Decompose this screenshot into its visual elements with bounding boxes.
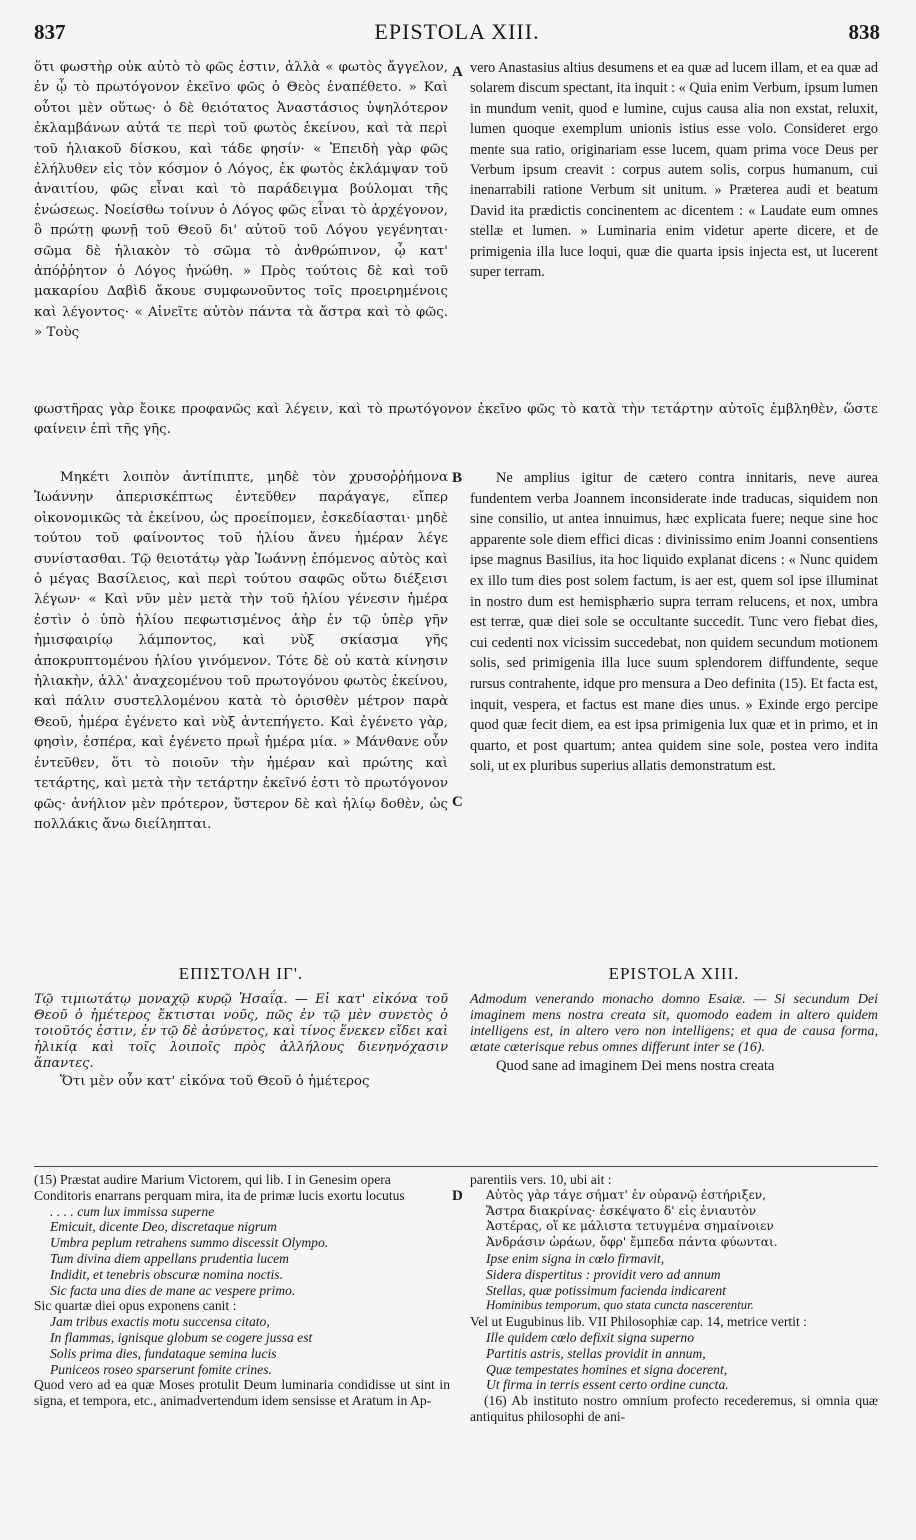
greek-continuation: φωστῆρας γὰρ ἔοικε προφανῶς καὶ λέγειν, καὶ τὸ πρωτόγονον ἐκεῖνο φῶς τὸ κατὰ τὴν τετάρτην αὐτοῖς ἐμβληθὲν, ὥστε φαίνειν ἐπὶ τῆς γῆς. (34, 402, 878, 437)
latin-letter-title: EPISTOLA XIII. (608, 964, 740, 983)
footnote-divider (34, 1166, 878, 1167)
verse-line: Hominibus temporum, quo stata cuncta nascerentur. (486, 1298, 754, 1313)
right-page-number: 838 (848, 19, 880, 44)
latin-letter-block (470, 992, 878, 1076)
verse-line: Jam tribus exactis motu succensa citato, (50, 1314, 270, 1330)
footnote-mid: Vel ut Eugubinus lib. VII Philosophiæ cap. 14, metrice vertit : (470, 1314, 807, 1330)
greek-letter-argument: Τῷ τιμιωτάτῳ μοναχῷ κυρῷ Ἡσαΐᾳ. — Εἰ κατ' εἰκόνα τοῦ Θεοῦ ὁ ἡμέτερος ἔκτισται νοῦς, πῶς ἐν τῷ μὲν συνετὸς ὁ τοιοῦτός ἐστιν, ἐν τῷ δὲ ἀσύνετος, καὶ τίνος ἕνεκεν εἴδει καὶ ἡλικίᾳ καὶ τοῖς λοιποῖς πρὸς ἀλλήλους διενηνόχασιν ἅπαντες. (34, 992, 448, 1071)
footnote-15-outro: Quod vero ad ea quæ Moses protulit Deum luminaria condidisse ut sint in signa, et tempora, etc., animadvertendum idem sensisse et Aratum in Ap- (34, 1377, 450, 1409)
verse-line: Ipse enim signa in cœlo firmavit, (486, 1250, 665, 1266)
greek-letter-text: Ὅτι μὲν οὖν κατ' εἰκόνα τοῦ Θεοῦ ὁ ἡμέτερος (60, 1074, 370, 1089)
page-header (34, 14, 880, 50)
latin-letter-argument: Admodum venerando monacho domno Esaiæ. — Si secundum Dei imaginem mens nostra creata sit, quomodo eadem in altero quidem intelligens est, in altero vero non intelligens; et qua de causa forma, ætate cæterisque rebus omnes differunt inter se (16). (470, 992, 878, 1055)
latin-column-top (470, 58, 878, 282)
greek-column-top (34, 58, 448, 414)
margin-marker-c: C (452, 794, 463, 810)
verse-line: . . . . cum lux immissa superne (50, 1203, 215, 1219)
greek-paragraph: ὅτι φωστὴρ οὐκ αὐτὸ τὸ φῶς ἐστιν, ἀλλὰ « φωτὸς ἄγγελον, ἐν ᾧ τὸ πρωτόγονον ἐκεῖνο φῶς ὁ Θεὸς ἐναπέθετο. » Καὶ οὗτοι μὲν οὕτως· ὁ δὲ θειότατος Ἀναστάσιος ὑψηλότερον ἐκλαμβάνων αὐτά τε περὶ τοῦ φωτὸς ἐκείνου, καὶ τὰ περὶ τοῦ ἡλιακοῦ δίσκου, καὶ τάδε φησίν· « Ἐπειδὴ γὰρ φῶς ἐλήλυθεν εἰς τὸν κόσμον ὁ Λόγος, ἐκ φωτὸς ἐκλάμψαν τοῦ ἀναιτίου, φῶς εἶναι καὶ τὸ παράδειγμα βούλομαι τῆς ἑνώσεως. Νοείσθω τοίνυν ὁ Λόγος φῶς εἶναι τὸ ἀρχέγονον, ὃ πρώτῃ φωνῇ τοῦ Θεοῦ δι' αὐτοῦ τοῦ Λόγου γεγένηται· σῶμα δὲ ἡλιακὸν τὸ σῶμα τὸ ἀνθρώπινον, ᾧ κατ' ἀπόῤῥητον ὁ Λόγος ἡνώθη. » Πρὸς τούτοις δὲ καὶ τοῦ μακαρίου Δαβὶδ ἄκουε συμφωνοῦντος τοῖς προειρημένοις καὶ λέγοντος· « Αἰνεῖτε αὐτὸν πάντα τὰ ἄστρα καὶ τὸ φῶς. » Τοὺς (34, 60, 448, 341)
greek-verse-line: Ἄστρα διακρίνας· ἐσκέψατο δ' εἰς ἐνιαυτὸν (486, 1203, 757, 1218)
verse-line: Ille quidem cœlo defixit signa superno (486, 1329, 695, 1345)
latin-paragraph: Ne amplius igitur de cætero contra innitaris, neve aurea fundentem verba Joannem inconsiderate inde traducas, siquidem non sine consilio, ut antea innuimus, hæc explicata fuere; neque sine hoc apparente sole diem effici dicas : divinissimo enim Joanni consentiens ipse magnus Basilius, ita hoc liquido explanat dicens : « Nunc quidem ex illo tum dies post solem factum, is aer est, quem sol ipse illuminat in nostro dum est hemisphærio supra terram relucens, et nox, umbra est terræ, quæ diei sole se occultante succedit. Tunc vero fiebat dies, cui cedenti nox vicissim succedebat, non quidem secundum motionem solis, sed primigenia illa luce suum splendorem diffundente, seque rursus contrahente, idque pro mensura a Deo definita (15). Et facta est, inquit, vespera, et factus est mane dies unus. » Exinde ergo percipe quod quæ fecit diem, ea est ipsa primigenia lux quæ et in primo, et in quarto, et post quartum; antea quidem sine sole, postea vero indita soli, ut ex pluribus superius allatis demonstratum est. (470, 470, 878, 775)
verse-line: Stellas, quæ potissimum facienda indicarent (486, 1282, 727, 1298)
left-page-number: 837 (34, 19, 66, 44)
verse-line: Sic facta una dies de mane ac vespere primo. (50, 1282, 296, 1298)
verse-line: Umbra peplum retrahens summo discessit Olympo. (50, 1235, 329, 1251)
verse-line: Quæ tempestates homines et signa docerent, (486, 1361, 728, 1377)
verse-line: Emicuit, dicente Deo, discretaque nigrum (50, 1219, 277, 1235)
footnote-16: (16) Ab instituto nostro omnium profecto recederemus, si omnia quæ antiquitus philosophi de ani- (470, 1393, 878, 1424)
greek-column-mid (34, 468, 448, 835)
greek-verse-line: Αὐτὸς γὰρ τάγε σήματ' ἐν οὐρανῷ ἐστήριξεν, (486, 1187, 767, 1202)
greek-letter-title: ΕΠΙΣΤΟΛΗ ΙΓ'. (178, 964, 304, 983)
margin-marker-b: B (452, 470, 463, 486)
footnote-15-continued: parentiis vers. 10, ubi ait : (470, 1172, 612, 1187)
greek-letter-block (34, 992, 448, 1092)
footnote-15-intro: (15) Præstat audire Marium Victorem, qui lib. I in Genesim opera Conditoris enarrans perquam mira, ita de primæ lucis exortu locutus (34, 1172, 405, 1203)
margin-marker-a: A (452, 64, 463, 80)
verse-line: In flammas, ignisque globum se cogere jussa est (50, 1329, 313, 1345)
greek-full-width-line (34, 400, 878, 440)
latin-letter-text: Quod sane ad imaginem Dei mens nostra creata (496, 1058, 775, 1074)
verse-line: Partitis astris, stellas providit in annum, (486, 1345, 706, 1361)
verse-line: Ut firma in terris essent certo ordine cuncta. (486, 1377, 729, 1393)
verse-line: Tum divina diem appellans prudentia lucem (50, 1250, 289, 1266)
footnotes-left (34, 1172, 450, 1409)
greek-paragraph: Μηκέτι λοιπὸν ἀντίπιπτε, μηδὲ τὸν χρυσοῤῥήμονα Ἰωάννην ἀπερισκέπτως ἐντεῦθεν παράγαγε, εἴπερ οἰκονομικῶς τὰ ἐκείνου, ὡς προείπομεν, ἐσκεδίασται· μηδὲ τούτου τοῦ φαίνοντος τοῦ ἡλίου ἄνευ ἡμέραν λέγε συνίστασθαι. Τῷ θειοτάτῳ γὰρ Ἰωάννῃ ἑπόμενος αὐτὸς καὶ ὁ μέγας Βασίλειος, καὶ περὶ τούτου σαφῶς οὕτω διέξεισι λέγων· « Καὶ νῦν μὲν μετὰ τὴν τοῦ ἡλίου γένεσιν ἡμέρα ἐστὶν ὁ ὑπὸ ἡλίου πεφωτισμένος ἀὴρ ἐν τῷ ὑπὲρ γῆν ἡμισφαιρίῳ λάμποντος, καὶ νὺξ σκίασμα γῆς ἀποκρυπτομένου ἡλίου γινόμενον. Τότε δὲ οὐ κατὰ κίνησιν ἡλιακὴν, ἀλλ' ἀναχεομένου τοῦ πρωτογόνου φωτὸς ἐκείνου, καὶ πάλιν συστελλομένου κατὰ τὸ ὁρισθὲν μέτρον παρὰ Θεοῦ, ἡμέρα ἐγένετο καὶ νὺξ ἀντεπήγετο. Καὶ ἐγένετο γὰρ, φησὶν, ἑσπέρα, καὶ ἐγένετο πρωῒ ἡμέρα μία. » Μάνθανε οὖν ἐντεῦθεν, ὅτι τὸ ποιοῦν τὴν ἡμέραν καὶ πρώτης καὶ τετάρτης, καὶ μετὰ τὴν τετάρτην ἐκεῖνό ἐστι τὸ πρωτόγονον φῶς· ἀνήλιον μὲν πρότερον, ὕστερον δὲ καὶ ἡλίῳ δοθὲν, ὡς πολλάκις ἄνω διείληπται. (34, 470, 448, 832)
margin-marker-d: D (452, 1188, 463, 1204)
greek-verse-line: Ἀστέρας, οἵ κε μάλιστα τετυγμένα σημαίνοιεν (486, 1219, 774, 1234)
footnote-15-mid: Sic quartæ diei opus exponens canit : (34, 1298, 237, 1314)
verse-line: Indidit, et tenebris obscuræ nomina noctis. (50, 1266, 283, 1282)
verse-line: Sidera dispertitus : providit vero ad annum (486, 1266, 721, 1282)
latin-paragraph: vero Anastasius altius desumens et ea quæ ad lucem illam, et ea quæ ad solarem discum spectant, ita inquit : « Quia enim Verbum, ipsum lumen in mundum venit, quod e lumine, cujus causa alia non exstat, reluxit, lumen quoque exemplum unionis istius esse volo. Consideret ergo mente sua ratio, originariam esse lucem, quam prima voce Deus per Verbum ipsum creavit : corpus autem solis, corpus humanum, cui inenarrabili ratione Verbum sit unitum. » Præterea audi et beatum David ita prædictis concinentem ac dicentem : « Laudate eum omnes stellæ et lumen. » Luminaria enim videtur aperte dicere, et de primigenia illa luce loqui, quæ die quarta ipsis injecta est, ut lucerent super terram. (470, 60, 878, 281)
footnotes-right (470, 1172, 878, 1425)
latin-column-mid (470, 468, 878, 777)
verse-line: Solis prima dies, fundataque semina lucis (50, 1345, 277, 1361)
running-title: EPISTOLA XIII. (374, 19, 540, 44)
greek-verse-line: Ἀνδράσιν ὡράων, ὄφρ' ἔμπεδα πάντα φύωνται. (486, 1235, 778, 1250)
verse-line: Puniceos roseo sparserunt fomite crines. (50, 1361, 272, 1377)
